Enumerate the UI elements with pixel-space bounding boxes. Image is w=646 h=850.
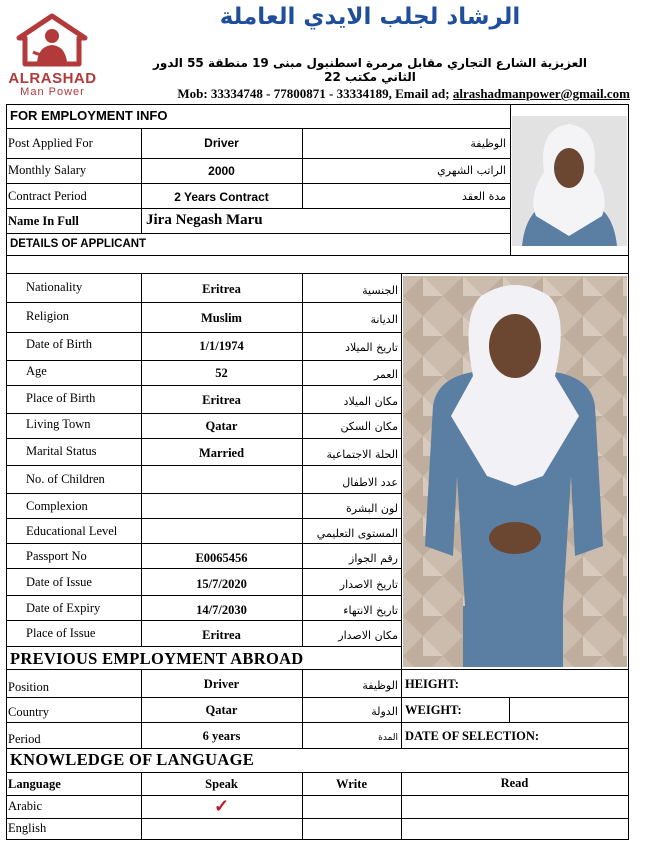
detail-label: Place of Issue — [26, 626, 96, 640]
detail-label: Complexion — [26, 499, 88, 513]
detail-label: No. of Children — [26, 472, 105, 486]
detail-value: 15/7/2020 — [196, 577, 247, 591]
salary-label-arabic: الراتب الشهري — [437, 164, 506, 177]
post-value: Driver — [204, 136, 239, 150]
name-value: Jira Negash Maru — [146, 212, 263, 228]
language-section-title: KNOWLEDGE OF LANGUAGE — [10, 750, 255, 769]
detail-label-arabic: الديانة — [370, 313, 398, 326]
detail-label-arabic: تاريخ الانتهاء — [343, 604, 398, 617]
contract-label-arabic: مدة العقد — [462, 190, 506, 203]
previous-country-arabic: الدولة — [371, 705, 398, 718]
detail-label: Date of Expiry — [26, 601, 101, 615]
details-section-title: DETAILS OF APPLICANT — [10, 238, 147, 250]
detail-value: Married — [198, 446, 245, 460]
logo-name: ALRASHAD — [8, 70, 97, 87]
contact-email[interactable]: alrashadmanpower@gmail.com — [452, 86, 630, 101]
previous-country-label: Country — [8, 705, 49, 719]
contact-line — [100, 86, 630, 102]
salary-label: Monthly Salary — [8, 163, 87, 177]
detail-label-arabic: رقم الجواز — [349, 552, 398, 565]
previous-position-label: Position — [8, 680, 49, 694]
applicant-photo-full — [403, 276, 627, 667]
detail-label-arabic: تاريخ الاصدار — [339, 578, 398, 591]
detail-label-arabic: الجنسية — [362, 284, 398, 297]
detail-label-arabic: عدد الاطفال — [342, 476, 398, 489]
detail-label: Place of Birth — [26, 391, 96, 405]
salary-value: 2000 — [208, 164, 235, 178]
previous-country-value: Qatar — [205, 703, 238, 717]
contract-value: 2 Years Contract — [174, 190, 269, 204]
detail-label: Nationality — [26, 280, 83, 294]
previous-period-arabic: المدة — [378, 733, 398, 743]
detail-label-arabic: مكان الاصدار — [338, 629, 398, 642]
detail-label-arabic: مكان الميلاد — [343, 395, 398, 408]
detail-label: Passport No — [26, 549, 87, 563]
height-label: HEIGHT: — [405, 677, 459, 691]
employment-section-title: FOR EMPLOYMENT INFO — [10, 108, 168, 123]
contact-phones: Mob: 33334748 - 77800871 - 33334189, Email ad; — [177, 86, 453, 101]
weight-label: WEIGHT: — [405, 703, 462, 717]
language-name: Arabic — [8, 799, 43, 813]
previous-position-arabic: الوظيفة — [362, 679, 398, 692]
detail-label: Date of Issue — [26, 575, 92, 589]
detail-label-arabic: العمر — [373, 368, 398, 381]
company-title-arabic: الرشاد لجلب الايدي العاملة — [219, 4, 521, 30]
write-header: Write — [335, 777, 367, 791]
company-address: العزيزية الشارع التجاري مقابل مرمرة اسطنبول مبنى 19 منطقة 55 الدور الثاني مكتب 22 — [152, 56, 588, 84]
detail-label: Living Town — [26, 417, 91, 431]
detail-value: E0065456 — [195, 551, 248, 565]
detail-label: Marital Status — [26, 444, 97, 458]
detail-label-arabic: المستوى التعليمي — [316, 527, 398, 540]
detail-label-arabic: تاريخ الميلاد — [345, 341, 398, 354]
date-of-selection-label: DATE OF SELECTION: — [405, 729, 540, 743]
detail-label: Religion — [26, 309, 70, 323]
contract-label: Contract Period — [8, 189, 87, 203]
read-header: Read — [500, 776, 529, 790]
detail-value: 1/1/1974 — [199, 339, 244, 353]
detail-label: Age — [26, 364, 47, 378]
name-label: Name In Full — [8, 214, 79, 228]
detail-label-arabic: الحلة الاجتماعية — [326, 448, 398, 461]
post-label: Post Applied For — [8, 136, 93, 150]
arabic-speak-check-icon: ✓ — [213, 796, 230, 816]
language-name: English — [8, 821, 47, 835]
applicant-photo-small — [512, 116, 627, 246]
detail-value: Eritrea — [202, 282, 241, 296]
speak-header: Speak — [205, 777, 238, 791]
detail-label-arabic: مكان السكن — [340, 420, 398, 433]
detail-value: Muslim — [201, 311, 242, 325]
detail-label-arabic: لون البشرة — [346, 502, 398, 515]
detail-value: Eritrea — [202, 393, 241, 407]
detail-label: Date of Birth — [26, 337, 92, 351]
previous-employment-title: PREVIOUS EMPLOYMENT ABROAD — [10, 649, 304, 668]
detail-value: Eritrea — [202, 628, 241, 642]
language-header: Language — [8, 777, 61, 791]
detail-value: 14/7/2030 — [196, 603, 247, 617]
detail-value: Qatar — [205, 419, 238, 433]
post-label-arabic: الوظيفة — [470, 137, 506, 150]
detail-value: 52 — [215, 366, 228, 380]
logo-subtitle: Man Power — [20, 86, 85, 98]
previous-position-value: Driver — [203, 677, 240, 691]
previous-period-label: Period — [8, 732, 41, 746]
previous-period-value: 6 years — [202, 729, 241, 743]
detail-label: Educational Level — [26, 524, 118, 538]
